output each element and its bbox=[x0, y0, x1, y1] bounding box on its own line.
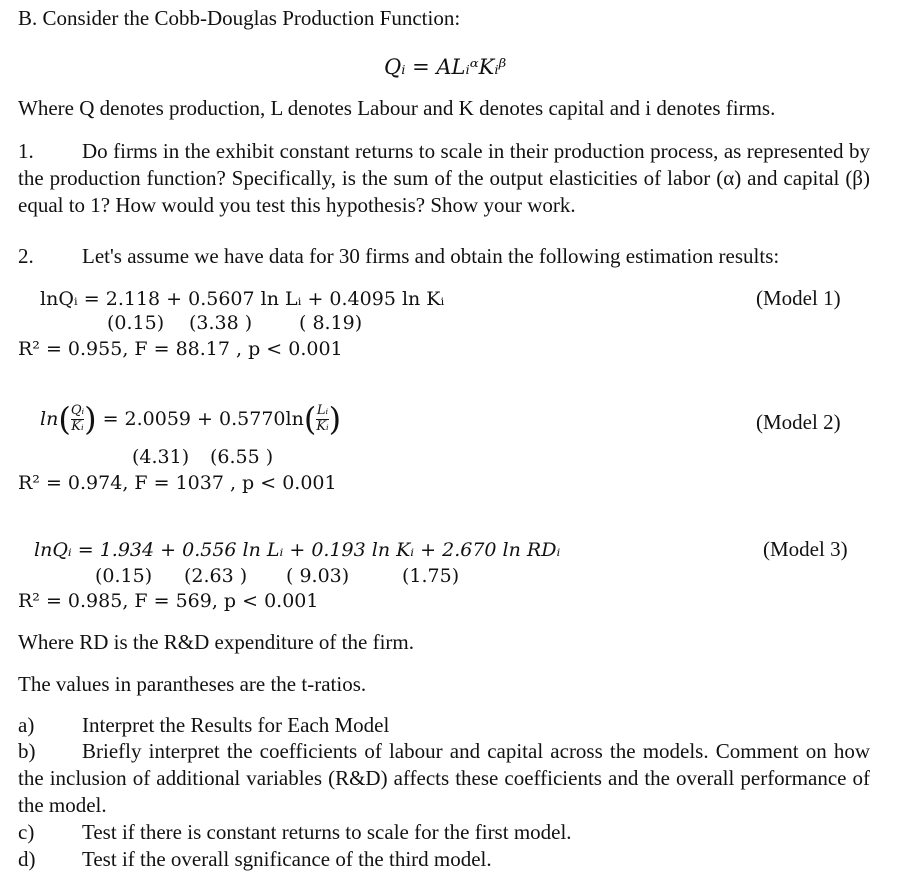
fraction-denominator: Kᵢ bbox=[71, 418, 84, 434]
question-2-number: 2. bbox=[18, 244, 34, 268]
part-label: c) bbox=[18, 820, 35, 844]
model-3-t-ratio: (2.63 ) bbox=[184, 565, 248, 587]
question-2 bbox=[18, 244, 779, 269]
model-2-ln: ln bbox=[40, 407, 59, 430]
model-3-equation: lnQᵢ = 1.934 + 0.556 ln Lᵢ + 0.193 ln Kᵢ + 2.670 ln RDᵢ bbox=[34, 539, 561, 561]
part-c bbox=[18, 820, 572, 845]
model-2-equation: ln ( $\frac{\text{Qᵢ}}{\text{Kᵢ}}$ ) = 2.0059 + 0.5770ln ( $\frac{\text{Lᵢ}}{\text{Kᵢ}}$ ) bbox=[40, 400, 342, 438]
model-1-t-ratio: (3.38 ) bbox=[189, 312, 253, 334]
model-1-equation bbox=[40, 288, 444, 311]
model-2-label: (Model 2) bbox=[756, 410, 841, 434]
model-1-statistics: R² = 0.955, F = 88.17 , p < 0.001 bbox=[18, 338, 343, 360]
model-3-t-ratio: (0.15) bbox=[95, 565, 153, 587]
model-2-fraction-l-over-k bbox=[316, 404, 328, 434]
question-1-number: 1. bbox=[18, 139, 34, 163]
part-label: a) bbox=[18, 713, 35, 737]
part-a bbox=[18, 713, 389, 738]
model-3-statistics: R² = 0.985, F = 569, p < 0.001 bbox=[18, 590, 319, 612]
model-1-label: (Model 1) bbox=[756, 286, 841, 310]
model-3-t-ratio: (1.75) bbox=[402, 565, 460, 587]
model-1-t-ratios bbox=[0, 312, 902, 338]
model-1-t-ratio: (0.15) bbox=[107, 312, 165, 334]
variable-definitions: Where Q denotes production, L denotes Labour and K denotes capital and i denotes firms. bbox=[18, 96, 776, 120]
model-1-rhs: = 2.118 + 0.5607 ln Lᵢ + 0.4095 ln Kᵢ bbox=[83, 288, 445, 310]
question-1-text: Do firms in the exhibit constant returns to scale in their production process, as represented by the production function? Specifically, is the sum of the output elasticities of labor (α) and capital (β) equal to 1? How would you test this hypothesis? Show your work. bbox=[18, 139, 870, 217]
part-text: Test if the overall sgnificance of the third model. bbox=[82, 847, 492, 871]
model-1-lhs: lnQᵢ bbox=[40, 288, 78, 310]
model-2-fraction-q-over-k bbox=[71, 404, 84, 434]
model-3-label: (Model 3) bbox=[763, 537, 848, 561]
part-text: Interpret the Results for Each Model bbox=[82, 713, 390, 737]
part-b bbox=[18, 738, 870, 819]
model-3-t-ratio: ( 9.03) bbox=[286, 565, 350, 587]
part-text: Briefly interpret the coefficients of labour and capital across the models. Comment on how the inclusion of additional variables (R&D) affects these coefficients and the overall performance of the model. bbox=[18, 739, 870, 817]
fraction-numerator: Lᵢ bbox=[316, 403, 329, 419]
part-d bbox=[18, 847, 492, 872]
fraction-numerator: Qᵢ bbox=[70, 403, 85, 419]
t-ratio-note: The values in parantheses are the t-ratios. bbox=[18, 672, 367, 696]
part-label: b) bbox=[18, 739, 36, 763]
model-2-rhs: = 2.0059 + 0.5770ln bbox=[102, 407, 304, 430]
model-2-t-ratios bbox=[0, 446, 902, 472]
question-1 bbox=[18, 138, 870, 219]
model-1-t-ratio: ( 8.19) bbox=[299, 312, 363, 334]
model-3-t-ratios bbox=[0, 565, 902, 591]
part-label: d) bbox=[18, 847, 36, 871]
section-heading: B. Consider the Cobb-Douglas Production Function: bbox=[18, 6, 461, 30]
model-2-t-ratio: (4.31) bbox=[132, 446, 190, 468]
fraction-denominator: Kᵢ bbox=[316, 418, 329, 434]
rd-definition: Where RD is the R&D expenditure of the firm. bbox=[18, 630, 414, 654]
model-2-t-ratio: (6.55 ) bbox=[210, 446, 274, 468]
production-function-formula: Qᵢ = ALᵢᵅKᵢᵝ bbox=[384, 55, 507, 79]
part-text: Test if there is constant returns to scale for the first model. bbox=[82, 820, 572, 844]
model-2-statistics: R² = 0.974, F = 1037 , p < 0.001 bbox=[18, 472, 337, 494]
question-2-text: Let's assume we have data for 30 firms and obtain the following estimation results: bbox=[82, 244, 780, 268]
